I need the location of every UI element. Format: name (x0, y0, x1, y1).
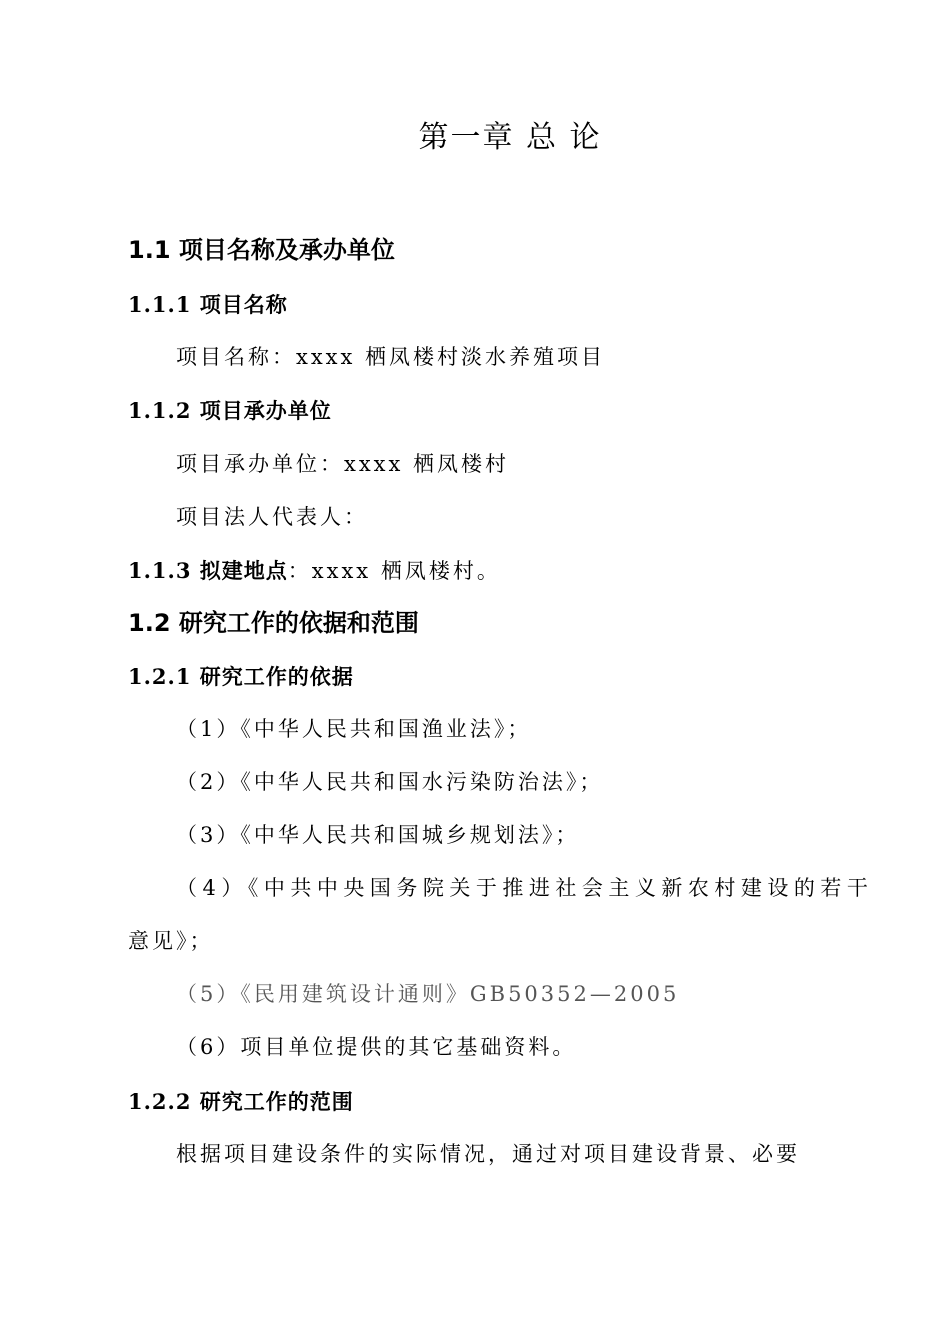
location-text: ：xxxx 栖凤楼村。 (287, 559, 501, 583)
subsection-heading-1-1-3: 1.1.3 拟建地点 (128, 558, 288, 583)
subsection-heading-1-2-2: 1.2.2 研究工作的范围 (128, 1089, 354, 1114)
basis-item: （2）《中华人民共和国水污染防治法》； (176, 770, 604, 794)
legal-representative-paragraph: 项目法人代表人： (176, 505, 368, 529)
basis-item: （4）《中共中央国务院关于推进社会主义新农村建设的若干 (176, 876, 874, 900)
subsection-heading-1-2-1: 1.2.1 研究工作的依据 (128, 664, 354, 689)
sponsor-paragraph: 项目承办单位：xxxx 栖凤楼村 (176, 452, 510, 476)
basis-item: （5）《民用建筑设计通则》GB50352—2005 (176, 982, 680, 1006)
basis-item: （3）《中华人民共和国城乡规划法》； (176, 823, 580, 847)
location-paragraph (128, 560, 501, 582)
basis-item: （6）项目单位提供的其它基础资料。 (176, 1035, 577, 1059)
section-heading-1-2: 1.2 研究工作的依据和范围 (128, 609, 419, 637)
subsection-heading-1-1-2: 1.1.2 项目承办单位 (128, 398, 332, 423)
scope-paragraph: 根据项目建设条件的实际情况，通过对项目建设背景、必要 (176, 1142, 800, 1166)
chapter-title: 第一章 总 论 (418, 120, 602, 155)
basis-item: （1）《中华人民共和国渔业法》； (176, 717, 532, 741)
project-name-paragraph: 项目名称：xxxx 栖凤楼村淡水养殖项目 (176, 345, 606, 369)
section-heading-1-1: 1.1 项目名称及承办单位 (128, 236, 395, 264)
subsection-heading-1-1-1: 1.1.1 项目名称 (128, 292, 288, 317)
basis-item-continuation: 意见》； (128, 929, 214, 953)
